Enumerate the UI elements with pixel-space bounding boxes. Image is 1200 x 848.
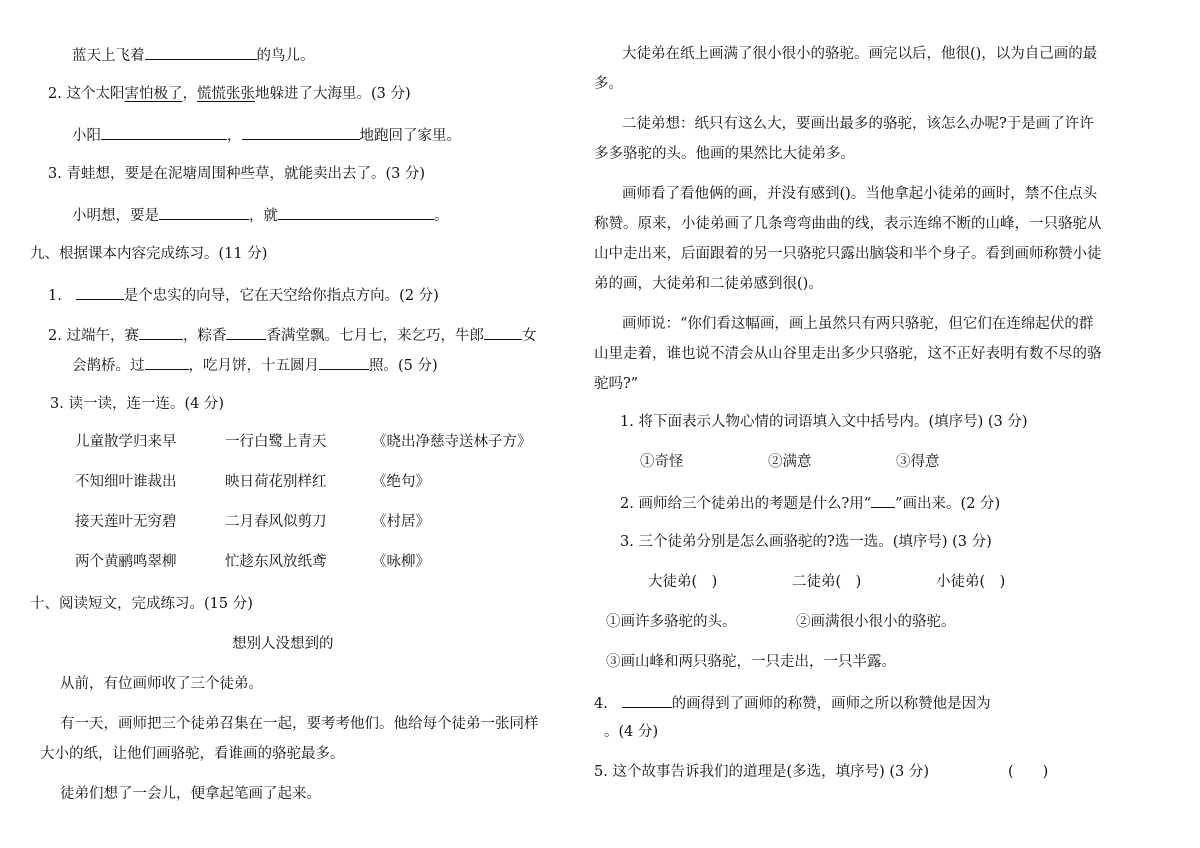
answer-blank[interactable]	[622, 692, 672, 708]
match-col2-item[interactable]: 映日荷花别样红	[225, 474, 327, 490]
underline-mark-sample	[871, 492, 895, 508]
match-col1-item[interactable]: 接天莲叶无穷碧	[75, 514, 177, 530]
answer-choice-slot[interactable]: 二徒弟( )	[792, 574, 862, 590]
match-col2-item[interactable]: 二月春风似剪刀	[225, 514, 327, 530]
answer-choice-slot[interactable]: 大徒弟( )	[648, 574, 718, 590]
question-3: 3. 青蛙想，要是在泥塘周围种些草，就能卖出去了。(3 分)	[48, 166, 426, 182]
reading-question-3: 3. 三个徒弟分别是怎么画骆驼的?选一选。(填序号) (3 分)	[620, 534, 992, 550]
story-paragraph-cont: 山里走着，谁也说不清会从山谷里走出多少只骆驼，这不正好表明有数不尽的骆	[594, 346, 1102, 362]
option-item: ②画满很小很小的骆驼。	[796, 614, 956, 630]
story-paragraph-cont: 弟的画，大徒弟和二徒弟感到很()。	[594, 276, 823, 292]
answer-blank[interactable]	[319, 354, 369, 370]
reading-question-4-score: 。(4 分)	[604, 724, 659, 740]
story-paragraph: 二徒弟想：纸只有这么大，要画出最多的骆驼，该怎么办呢?于是画了许许	[622, 116, 1094, 132]
match-col2-item[interactable]: 忙趁东风放纸鸢	[225, 554, 327, 570]
reading-question-1: 1. 将下面表示人物心情的词语填入文中括号内。(填序号) (3 分)	[620, 414, 1028, 430]
underlined-phrase: 慌慌张张	[196, 86, 255, 102]
reading-question-2: 2. 画师给三个徒弟出的考题是什么?用“ ”画出来。(2 分)	[620, 492, 1000, 514]
story-paragraph: 有一天，画师把三个徒弟召集在一起，要考考他们。他给每个徒弟一张同样	[60, 716, 539, 732]
match-col1-item[interactable]: 不知细叶谁裁出	[75, 474, 177, 490]
answer-choice-slot[interactable]: 小徒弟( )	[936, 574, 1006, 590]
section-9-question-3: 3. 读一读，连一连。(4 分)	[50, 396, 225, 412]
answer-choice-slot[interactable]: ( )	[1008, 764, 1049, 780]
story-title: 想别人没想到的	[232, 636, 334, 652]
answer-blank[interactable]	[145, 354, 189, 370]
option-item: ①画许多骆驼的头。	[606, 614, 737, 630]
story-paragraph-cont: 驼吗?”	[594, 376, 639, 392]
story-paragraph-cont: 大小的纸，让他们画骆驼，看谁画的骆驼最多。	[40, 746, 345, 762]
story-paragraph-cont: 称赞。原来，小徒弟画了几条弯弯曲曲的线，表示连绵不断的山峰，一只骆驼从	[594, 216, 1102, 232]
match-col3-item[interactable]: 《晓出净慈寺送林子方》	[372, 434, 532, 450]
story-paragraph: 从前，有位画师收了三个徒弟。	[60, 676, 263, 692]
match-col1-item[interactable]: 两个黄鹂鸣翠柳	[75, 554, 177, 570]
match-col3-item[interactable]: 《咏柳》	[372, 554, 430, 570]
match-col2-item[interactable]: 一行白鹭上青天	[225, 434, 327, 450]
answer-blank[interactable]	[76, 284, 124, 300]
option-item: ①奇怪	[640, 454, 684, 470]
story-paragraph-cont: 多。	[594, 76, 623, 92]
reading-question-4: 4. 的画得到了画师的称赞，画师之所以称赞他是因为	[594, 692, 991, 714]
section-9-question-2-line-1: 2. 过端午，赛 ，粽香 香满堂飘。七月七，来乞巧，牛郎 女	[48, 324, 536, 346]
answer-blank[interactable]	[159, 204, 249, 220]
question-3-answer: 小明想，要是 ，就 。	[72, 204, 449, 226]
story-paragraph: 徒弟们想了一会儿，便拿起笔画了起来。	[60, 786, 321, 802]
reading-question-5: 5. 这个故事告诉我们的道理是(多选，填序号) (3 分)	[594, 764, 930, 780]
story-paragraph-cont: 多多骆驼的头。他画的果然比大徒弟多。	[594, 146, 855, 162]
option-item: ②满意	[768, 454, 812, 470]
match-col3-item[interactable]: 《绝句》	[372, 474, 430, 490]
option-item: ③画山峰和两只骆驼，一只走出，一只半露。	[606, 654, 896, 670]
question-2-answer: 小阳 ， 地跑回了家里。	[72, 124, 461, 146]
answer-blank[interactable]	[139, 324, 183, 340]
story-paragraph: 大徒弟在纸上画满了很小很小的骆驼。画完以后，他很()，以为自己画的最	[622, 46, 1098, 62]
story-paragraph: 画师看了看他俩的画，并没有感到()。当他拿起小徒弟的画时，禁不住点头	[622, 186, 1098, 202]
answer-blank[interactable]	[484, 324, 522, 340]
story-paragraph: 画师说：“你们看这幅画，画上虽然只有两只骆驼，但它们在连绵起伏的群	[622, 316, 1094, 332]
section-9-question-2-line-2: 会鹊桥。过 ，吃月饼，十五圆月 照。(5 分)	[72, 354, 438, 376]
section-10-heading: 十、阅读短文，完成练习。(15 分)	[30, 596, 253, 612]
fill-line-birds: 蓝天上飞着 的鸟儿。	[72, 44, 315, 66]
answer-blank[interactable]	[226, 324, 266, 340]
answer-blank[interactable]	[145, 44, 257, 60]
section-9-heading: 九、根据课本内容完成练习。(11 分)	[30, 246, 268, 262]
match-col3-item[interactable]: 《村居》	[372, 514, 430, 530]
story-paragraph-cont: 山中走出来，后面跟着的另一只骆驼只露出脑袋和半个身子。看到画师称赞小徒	[594, 246, 1102, 262]
underlined-phrase: 害怕极了	[124, 86, 183, 102]
answer-blank[interactable]	[101, 124, 227, 140]
answer-blank[interactable]	[242, 124, 360, 140]
section-9-question-1: 1. 是个忠实的向导，它在天空给你指点方向。(2 分)	[48, 284, 439, 306]
answer-blank[interactable]	[278, 204, 434, 220]
option-item: ③得意	[896, 454, 940, 470]
match-col1-item[interactable]: 儿童散学归来早	[75, 434, 177, 450]
question-2: 2. 这个太阳害怕极了，慌慌张张地躲进了大海里。(3 分)	[48, 86, 411, 102]
